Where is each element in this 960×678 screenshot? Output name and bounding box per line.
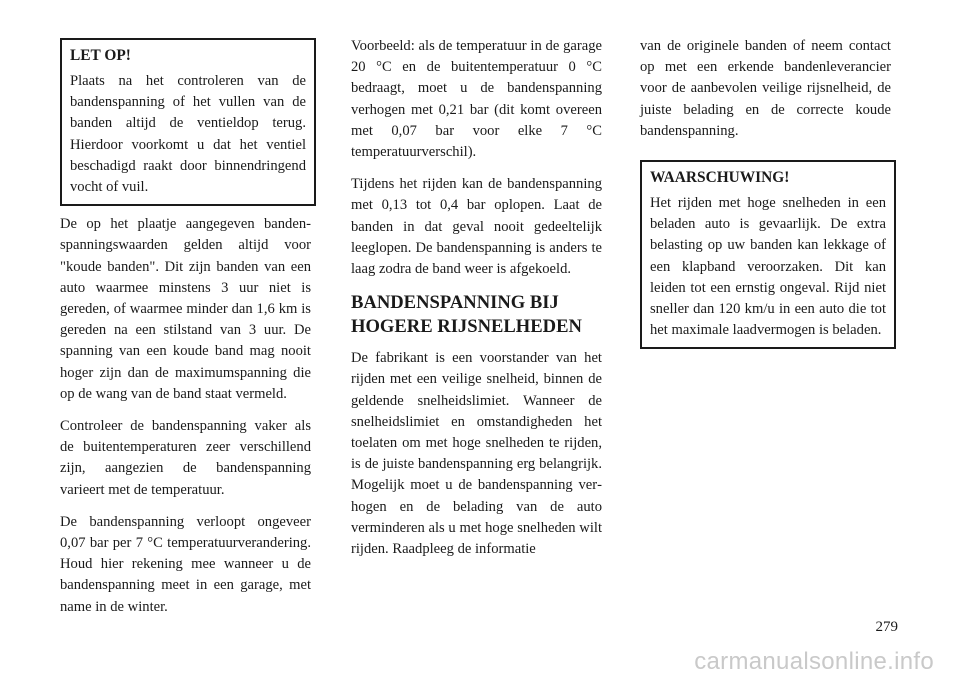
paragraph-driving-increase: Tijdens het rijden kan de bandenspanning met 0,13 tot 0,4 bar oplopen. Laat de banden in dat geval nooit gedeeltelijk leeglopen. De bandenspanning is anders te laag zodra de band weer is afgekoeld. (351, 176, 602, 278)
paragraph-check-often: Controleer de bandenspanning vaker als de buitentemperaturen zeer verschillend zijn, aangezien de bandenspanning varieert met de temperatuur. (60, 418, 311, 498)
footer-bar (0, 648, 960, 678)
watermark-text: carmanualsonline.info (694, 648, 934, 675)
paragraph-continuation: van de originele banden of neem contact op met een erkende bandenleverancier voor de aanbevolen veilige rijsnelheid, de juiste belading en de correcte koude bandenspanning. (640, 38, 891, 139)
paragraph-cold-tires: De op het plaatje aangegeven bandenspanningswaarden gelden altijd voor "koude banden". Dit zijn banden van een auto waarmee minstens 3 uur niet is gereden, of waarmee minder dan 1,6 km is gereden na een stilstand van 3 uur. De spanning van een koude band mag nooit hoger zijn dan de maximumspanning die op de wang van de band staat vermeld. (60, 216, 311, 402)
paragraph-example: Voorbeeld: als de temperatuur in de garage 20 °C en de buitentemperatuur 0 °C bedraagt, moet u de bandenspanning verhogen met 0,21 bar (dit komt overeen met 0,07 bar voor elke 7 °C temperatuurverschil). (351, 38, 602, 161)
warning-text: Het rijden met hoge snelheden in een beladen auto is gevaarlijk. De extra belasting op uw banden kan lekkage of een klapband veroorzaken. Dit kan leiden tot een ernstig ongeval. Rijd niet sneller dan 120 km/u in een auto die tot het maximale laadvermogen is beladen. (650, 195, 886, 339)
warning-box (640, 160, 896, 349)
section-heading-line2: HOGERE RIJSNELHEDEN (351, 316, 582, 338)
page-number: 279 (875, 619, 898, 635)
warning-title: WAARSCHUWING! (650, 169, 790, 187)
notice-title: LET OP! (70, 47, 131, 64)
section-heading-line1: BANDENSPANNING BIJ (351, 292, 559, 314)
section-heading (351, 291, 602, 339)
paragraph-pressure-change: De bandenspanning verloopt ongeveer 0,07 bar per 7 °C temperatuurverandering. Houd hier rekening mee wanneer u de bandenspanning meet in een garage, met name in de winter. (60, 513, 311, 615)
column-right (640, 36, 891, 357)
notice-text: Plaats na het controleren van de bandenspanning of het vullen van de banden altijd de ventieldop terug. Hierdoor voorkomt u dat het ventiel beschadigd raakt door binnendringend vocht of vuil. (70, 73, 306, 196)
column-left (60, 36, 311, 629)
paragraph-high-speed: De fabrikant is een voorstander van het rijden met een veilige snelheid, binnen de geldende snelheidslimiet. Wanneer de snelheidslimiet en omstandigheden het toelaten om met hoge snelheden te rijden, is de juiste bandenspanning erg belangrijk. Mogelijk moet u de bandenspanning verhogen en de belading van de auto verminderen als u met hoge snelheden wilt rijden. Raadpleeg de informatie (351, 350, 602, 558)
column-middle (351, 36, 602, 571)
notice-box (60, 38, 316, 206)
